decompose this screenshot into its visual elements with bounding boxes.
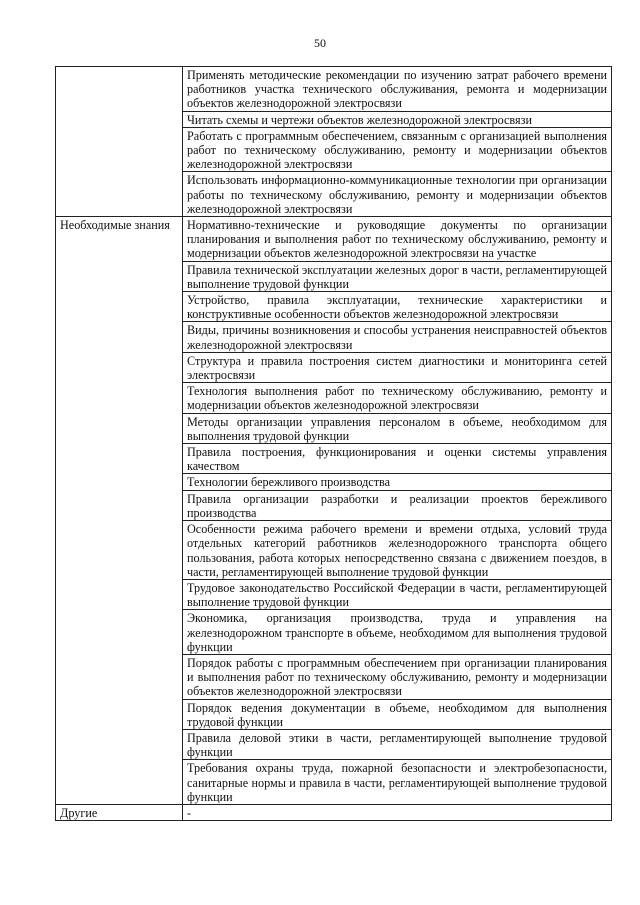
requirement-cell: Читать схемы и чертежи объектов железнодорожной электросвязи [183, 111, 612, 127]
table-row [56, 217, 612, 262]
requirement-cell: Технология выполнения работ по техническому обслуживанию, ремонту и модернизации объектов железнодорожной электросвязи [183, 383, 612, 413]
requirement-cell: Правила построения, функционирования и оценки системы управления качеством [183, 444, 612, 474]
requirement-cell: Экономика, организация производства, труда и управления на железнодорожном транспорте в объеме, необходимом для выполнения трудовой функции [183, 610, 612, 655]
requirement-cell: Правила технической эксплуатации железных дорог в части, регламентирующей выполнение трудовой функции [183, 261, 612, 291]
requirement-cell: Применять методические рекомендации по изучению затрат рабочего времени работников участка технического обслуживания, ремонта и модернизации объектов железнодорожной электросвязи [183, 67, 612, 112]
requirement-cell: Порядок работы с программным обеспечением при организации планирования и выполнения работ по техническому обслуживанию, ремонту и модернизации объектов железнодорожной электросвязи [183, 654, 612, 699]
requirement-cell: Особенности режима рабочего времени и времени отдыха, условий труда отдельных категорий работников железнодорожного транспорта общего пользования, работа которых непосредственно связана с движением поездов, в части, регламентирующей выполнение трудовой функции [183, 521, 612, 580]
requirement-cell: Порядок ведения документации в объеме, необходимом для выполнения трудовой функции [183, 699, 612, 729]
requirement-cell: Виды, причины возникновения и способы устранения неисправностей объектов железнодорожной электросвязи [183, 322, 612, 352]
page-number: 50 [314, 36, 326, 50]
table-row [56, 804, 612, 820]
requirement-cell: Нормативно-технические и руководящие документы по организации планирования и выполнения работ по техническому обслуживанию, ремонту и модернизации объектов железнодорожной электросвязи на участке [183, 217, 612, 262]
row-category-label: Другие [56, 804, 183, 820]
requirement-cell: Требования охраны труда, пожарной безопасности и электробезопасности, санитарные нормы и правила в части, регламентирующей выполнение трудовой функции [183, 760, 612, 805]
row-category-label: Необходимые знания [56, 217, 183, 805]
table-row [56, 67, 612, 112]
requirement-cell: Работать с программным обеспечением, связанным с организацией выполнения работ по техническому обслуживанию, ремонту и модернизации объектов железнодорожной электросвязи [183, 127, 612, 172]
requirement-cell: Правила организации разработки и реализации проектов бережливого производства [183, 490, 612, 520]
requirement-cell: Технологии бережливого производства [183, 474, 612, 490]
row-category-label [56, 67, 183, 217]
requirements-table [55, 66, 612, 821]
requirement-cell: Трудовое законодательство Российской Федерации в части, регламентирующей выполнение трудовой функции [183, 579, 612, 609]
requirement-cell: - [183, 804, 612, 820]
requirement-cell: Структура и правила построения систем диагностики и мониторинга сетей электросвязи [183, 352, 612, 382]
requirement-cell: Устройство, правила эксплуатации, технические характеристики и конструктивные особенности объектов железнодорожной электросвязи [183, 292, 612, 322]
requirement-cell: Методы организации управления персоналом в объеме, необходимом для выполнения трудовой функции [183, 413, 612, 443]
requirement-cell: Использовать информационно-коммуникационные технологии при организации работы по техническому обслуживанию, ремонту и модернизации объектов железнодорожной электросвязи [183, 172, 612, 217]
requirement-cell: Правила деловой этики в части, регламентирующей выполнение трудовой функции [183, 729, 612, 759]
